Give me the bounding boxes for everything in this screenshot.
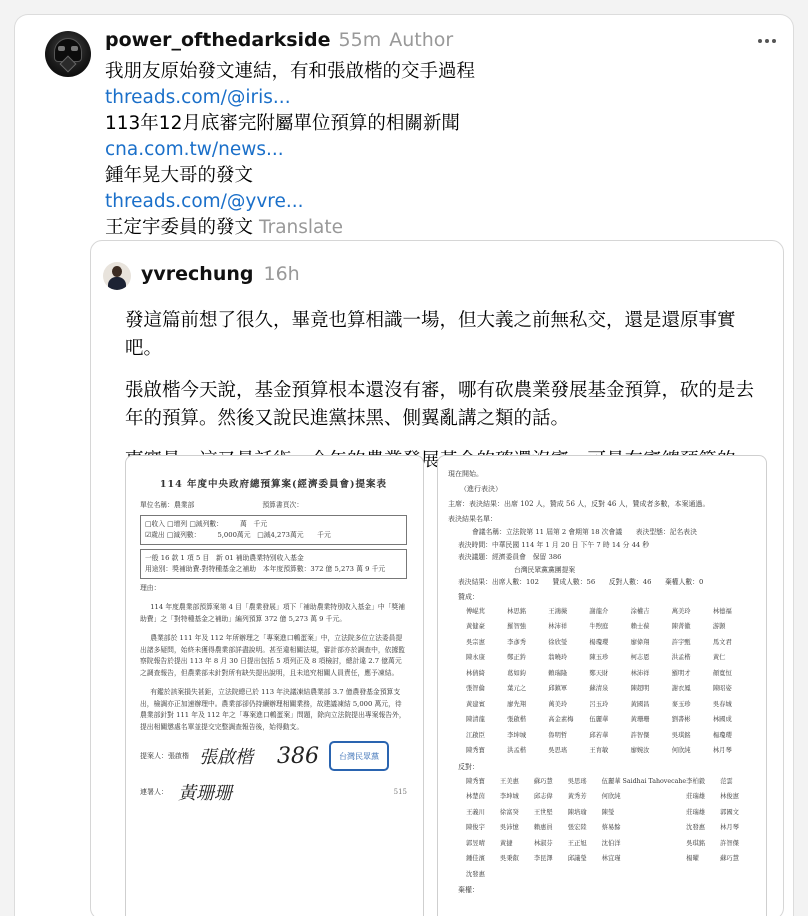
vote-record-image[interactable] — [437, 455, 767, 916]
legislator-name: 林淑芬 — [533, 839, 553, 847]
legislator-name: 涂權吉 — [630, 607, 650, 615]
legislator-name: 林楚茵 — [466, 793, 485, 800]
quoted-paragraph: 發這篇前想了很久，畢竟也算相識一場，但大義之前無私交，還是還原事實吧。 — [125, 310, 736, 359]
legislator-name: 吳沛憶 — [499, 824, 519, 831]
legislator-name: 黃健豪 — [466, 623, 485, 630]
legislator-name: 牛煦庭 — [589, 623, 609, 630]
no-names-grid — [448, 774, 754, 883]
post-link[interactable]: cna.com.tw/news... — [105, 139, 284, 160]
legislator-name: 楊瓊瓔 — [712, 731, 732, 739]
legislator-name: 林沛祥 — [630, 669, 650, 677]
legislator-name: 黃建賓 — [466, 700, 485, 708]
legislator-name: 葉元之 — [507, 685, 527, 692]
legislator-name: 蔡易餘 — [601, 824, 621, 831]
legislator-name: 陳秀寶 — [466, 747, 485, 754]
doc-line: □收入 □增列 □減列數： 萬 千元 — [145, 520, 268, 528]
legislator-name: 葛如鈞 — [507, 669, 527, 677]
legislator-name: 陳培瑜 — [567, 808, 587, 816]
doc-line: ☑歲出 □減列數： 5,000萬元 □減4,273萬元 千元 — [145, 531, 331, 539]
legislator-name: 許智傑 — [720, 839, 739, 847]
legislator-name: 柯志恩 — [630, 654, 650, 661]
vote-subheader: （進行表決） — [460, 485, 502, 493]
legislator-name: 邱若華 — [589, 731, 609, 739]
no-label: 反對： — [458, 762, 479, 771]
legislator-name: 吳琪銘 — [686, 839, 706, 847]
proposer-label: 提案人：張啟楷 — [140, 752, 189, 760]
legislator-name: 賴士葆 — [630, 623, 650, 630]
legislator-name: 賴瑞隆 — [548, 669, 568, 677]
doc-box — [140, 515, 407, 545]
legislator-name: 沈伯洋 — [601, 839, 621, 847]
legislator-name: 吳宗憲 — [466, 638, 485, 646]
legislator-name: 林宜瑾 — [601, 855, 621, 862]
legislator-name: 吳琪銘 — [671, 731, 691, 739]
legislator-name: 許智傑 — [630, 731, 650, 739]
legislator-name: 羅智強 — [507, 623, 527, 630]
legislator-name: 萬美玲 — [671, 607, 691, 615]
yes-label: 贊成： — [458, 592, 479, 601]
legislator-name: 楊曜 — [686, 855, 699, 862]
legislator-name: 謝龍介 — [589, 607, 609, 615]
abstain-label: 棄權： — [458, 886, 479, 894]
vote-header: 現在開始。 — [448, 470, 483, 478]
legislator-name: 劉書彬 — [671, 716, 691, 723]
legislator-name: 陳永康 — [466, 654, 485, 661]
legislator-name: 謝衣鳳 — [671, 685, 691, 692]
proposal-document-image[interactable] — [125, 455, 424, 916]
legislator-name: 蘇巧慧 — [720, 855, 739, 862]
proposal-title: 114 年度中央政府總預算案(經濟委員會)提案表 — [159, 479, 388, 490]
quoted-avatar[interactable] — [103, 262, 131, 290]
post-text: 王定宇委員的發文 — [105, 217, 254, 238]
doc-paragraph: 農業部於 111 年及 112 年所辦理之「專案進口鵪蛋案」中，立法院多位立法委員提出諸多疑問，始終未獲得農業部詳盡說明。甚至違相關法規，審計部亦於調查中，依據監察院報告於提出 113 年 8 月 30 日提出包括 5 項列正及 8 項檢討，總計違 2.7 億萬元之調查報告，但農業部未針對所有缺失提出說明，且未追究相關人員責任，應予凍結。 — [140, 634, 406, 677]
cosigner-label: 連署人： — [140, 788, 168, 796]
author-badge: Author — [389, 29, 454, 51]
legislator-name: 李坤城 — [507, 731, 527, 739]
post-text-line: 我朋友原始發文連結，有和張啟楷的交手過程 — [105, 61, 476, 82]
legislator-name: 林德福 — [712, 607, 732, 615]
legislator-name: 黃捷 — [499, 839, 513, 847]
legislator-name: 王世堅 — [533, 808, 553, 816]
legislator-name: 王正旭 — [567, 839, 587, 847]
legislator-name: 陳俊宇 — [466, 824, 485, 831]
legislator-name: 徐欣瑩 — [548, 638, 568, 646]
legislator-name: 李柏毅 — [686, 777, 706, 785]
legislator-name: 林月琴 — [720, 824, 739, 831]
yes-names-grid — [448, 604, 754, 759]
legislator-name: 鄭天財 — [589, 669, 609, 677]
meeting-line: 表決時間：中華民國 114 年 1 月 20 日 下午 7 時 14 分 44 秒 — [458, 540, 650, 549]
legislator-name: 林俊憲 — [720, 793, 739, 800]
cosigner-row — [140, 779, 407, 805]
legislator-name: 何欣純 — [601, 793, 621, 800]
cosigner-signature: 黃珊珊 — [178, 783, 232, 804]
legislator-name: 洪孟楷 — [507, 747, 527, 754]
legislator-name: 羅明才 — [671, 669, 691, 677]
legislator-name: 張宏陸 — [567, 824, 587, 831]
doc-paragraph: 有鑑於該案損失甚鉅，立法院總已於 113 年決議凍結農業部 3.7 億農發基金預算支出，檢調亦正加速辦理中。農業部卻仍持續辦理相關業務，故建議凍結 5,000 萬元，待農業部針對 111 年及 112 年之「專案進口鵪蛋案」問題，除向立法院提出專案報告外，提出相關懲處名單並提交完整調查報告後，始得動支。 — [140, 688, 406, 731]
legislator-name: 李昆澤 — [533, 855, 553, 862]
legislator-name: 王義川 — [466, 808, 485, 816]
legislator-name: 顏寬恒 — [712, 669, 732, 677]
legislator-name: 張智倫 — [466, 685, 485, 692]
legislator-name: 吳秉叡 — [499, 855, 519, 862]
legislator-name: 洪孟楷 — [671, 654, 691, 661]
legislator-name: 黃珊珊 — [630, 716, 650, 723]
legislator-name: 陳清龍 — [466, 716, 485, 723]
legislator-name: 陳昭姿 — [712, 685, 732, 692]
post-timestamp[interactable]: 55m — [338, 29, 382, 51]
legislator-name: 廖婉汝 — [630, 747, 650, 754]
legislator-name: 高金素梅 — [548, 716, 574, 723]
legislator-name: 陳秀寶 — [466, 777, 485, 785]
legislator-name: 蘇巧慧 — [533, 777, 553, 785]
legislator-name: 賴惠員 — [533, 824, 553, 831]
author-avatar[interactable] — [45, 31, 91, 77]
legislator-name: 黃秀芳 — [567, 793, 587, 800]
legislator-name: 沈發惠 — [686, 824, 706, 831]
quoted-timestamp[interactable]: 16h — [263, 263, 300, 285]
legislator-name: 廖偉翔 — [630, 638, 650, 646]
legislator-name: 魯明哲 — [548, 731, 568, 739]
legislator-name: 陳玉珍 — [589, 654, 609, 661]
doc-line: 一般 16 款 1 項 5 目 新 01 補助農業特別收入基金 — [145, 554, 304, 562]
legislator-name: 伍麗華 Saidhai Tahovecahe — [601, 777, 687, 785]
vote-result-line: 主席：表決結果：出席 102 人，贊成 56 人，反對 46 人，贊成者多數，本案通過。 — [448, 500, 710, 508]
legislator-name: 林倩綺 — [466, 669, 485, 677]
legislator-name: 徐富癸 — [499, 808, 519, 816]
post-link[interactable]: threads.com/@yvre... — [105, 191, 304, 212]
legislator-name: 邱議瑩 — [567, 855, 587, 862]
doc-reason-label: 理由： — [140, 584, 161, 592]
legislator-name: 林國成 — [712, 716, 732, 723]
legislator-name: 馬文君 — [712, 638, 732, 646]
legislator-name: 李彥秀 — [507, 638, 527, 646]
legislator-name: 郭昱晴 — [466, 839, 485, 847]
post-text-line: 113年12月底審完附屬單位預算的相關新聞 — [105, 113, 460, 134]
doc-box — [140, 549, 407, 579]
legislator-name: 張啟楷 — [507, 716, 527, 723]
post-text-line — [105, 215, 775, 241]
legislator-name: 郭國文 — [720, 808, 739, 816]
post-link[interactable]: threads.com/@iris... — [105, 87, 291, 108]
legislator-name: 鄭正鈐 — [507, 654, 527, 661]
meeting-line: 表決結果：出席人數：102 贊成人數：56 反對人數：46 棄權人數：0 — [458, 578, 704, 586]
legislator-name: 王美惠 — [499, 777, 519, 785]
legislator-name: 邱鎮軍 — [548, 685, 568, 692]
legislator-name: 王鴻薇 — [548, 607, 568, 615]
legislator-name: 游顥 — [712, 623, 726, 630]
legislator-name: 林沛祥 — [548, 623, 568, 630]
quoted-post[interactable] — [90, 240, 784, 916]
legislator-name: 黃仁 — [712, 654, 726, 661]
legislator-name: 廖先翔 — [507, 700, 527, 708]
legislator-name: 呂玉玲 — [589, 700, 609, 708]
legislator-name: 吳思瑤 — [548, 747, 568, 754]
legislator-name: 莊瑞雄 — [686, 793, 706, 800]
page-number: 515 — [393, 788, 407, 796]
legislator-name: 黃國昌 — [630, 700, 650, 708]
quoted-paragraph: 張啟楷今天說，基金預算根本還沒有審，哪有砍農業發展基金預算，砍的是去年的預算。然後又說民進黨抹黑、側翼亂講之類的話。 — [125, 380, 755, 429]
doc-line: 單位名稱：農業部 預算書頁次： — [140, 501, 304, 509]
proposer-row — [140, 741, 407, 771]
legislator-name: 林月琴 — [712, 747, 732, 754]
legislator-name: 楊瓊瓔 — [589, 638, 609, 646]
legislator-name: 李坤城 — [499, 793, 519, 800]
legislator-name: 林思銘 — [507, 607, 527, 615]
post-text-line: 鍾年晃大哥的發文 — [105, 165, 254, 186]
author-username[interactable]: power_ofthedarkside — [105, 29, 331, 51]
legislator-name: 江啟臣 — [466, 731, 485, 739]
legislator-name: 陳瑩 — [601, 808, 615, 816]
vote-section-label: 表決結果名單： — [448, 515, 497, 523]
legislator-name: 莊瑞雄 — [686, 808, 706, 816]
legislator-name: 麥玉珍 — [671, 700, 691, 708]
meeting-line: 表決議題：經濟委員會 保留 386 — [458, 553, 562, 561]
legislator-name: 陳超明 — [630, 685, 650, 692]
legislator-name: 陳菁徽 — [671, 623, 691, 630]
proposal-number: 386 — [277, 743, 319, 769]
legislator-name: 鍾佳濱 — [466, 855, 485, 862]
legislator-name: 何欣純 — [671, 747, 691, 754]
legislator-name: 吳思瑤 — [567, 777, 587, 785]
legislator-name: 王育敏 — [589, 747, 609, 754]
legislator-name: 伍麗華 — [589, 716, 609, 723]
legislator-name: 范雲 — [720, 777, 733, 785]
legislator-name: 吳春城 — [712, 700, 732, 708]
proposer-signature: 張啟楷 — [199, 747, 253, 768]
post-header — [105, 29, 453, 55]
more-options-icon[interactable] — [755, 31, 779, 51]
quoted-header — [141, 263, 300, 285]
legislator-name: 沈發惠 — [466, 870, 485, 878]
legislator-name: 許宇甄 — [671, 638, 691, 646]
doc-paragraph: 114 年度農業部預算案第 4 目「農業發展」項下「補助農業特別收入基金」中「獎補助費」之「對特種基金之補助」編列預算 372 億 5,273 萬 9 千元。 — [140, 603, 406, 623]
doc-line: 用途別：獎補助費-對特種基金之補助 本年度預算數：372 億 5,273 萬 9 千元 — [145, 565, 386, 573]
legislator-name: 傅崐萁 — [466, 607, 485, 615]
meeting-line: 會議名稱：立法院第 11 屆第 2 會期第 18 次會議 表決型態：記名表決 — [472, 528, 697, 536]
post-body — [105, 59, 775, 241]
party-stamp: 台灣民眾黨 — [329, 741, 389, 771]
quoted-username[interactable]: yvrechung — [141, 263, 254, 285]
legislator-name: 蘇清泉 — [589, 685, 609, 692]
translate-button[interactable]: Translate — [259, 217, 344, 238]
legislator-name: 邱志偉 — [533, 793, 553, 800]
legislator-name: 翁曉玲 — [548, 654, 568, 661]
meeting-line: 台灣民眾黨黨團提案 — [514, 565, 576, 574]
legislator-name: 萬美玲 — [548, 700, 568, 708]
